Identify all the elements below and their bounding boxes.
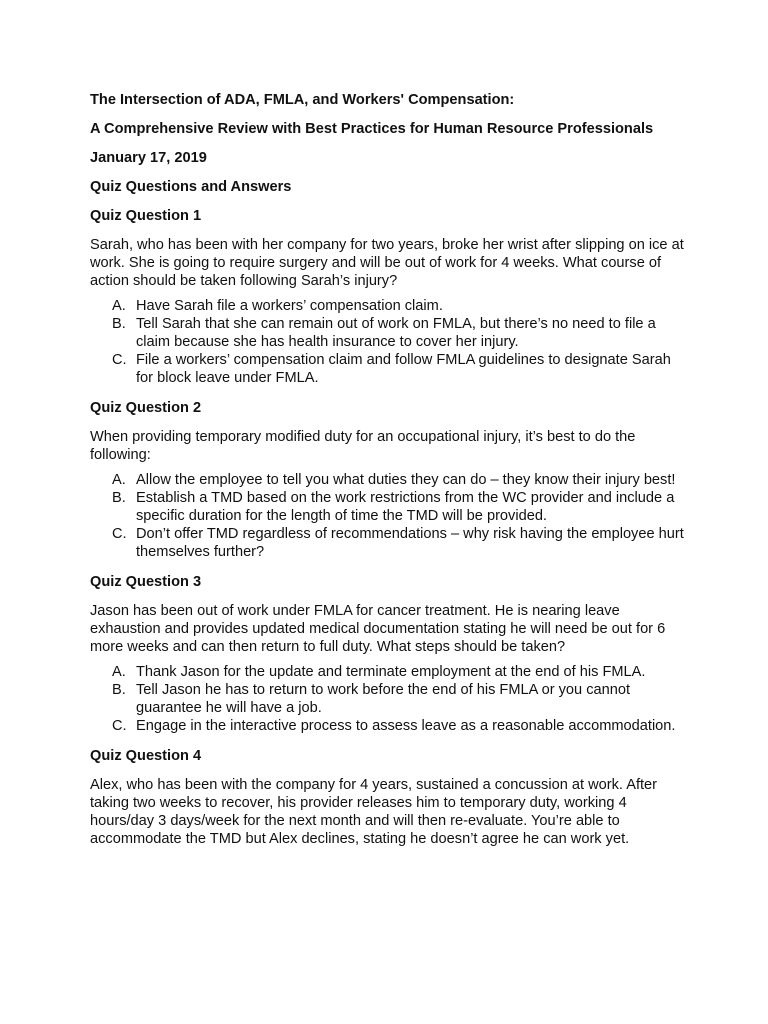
answer-options (90, 297, 690, 387)
answer-option-c (90, 525, 690, 561)
question-text: Alex, who has been with the company for 4 years, sustained a concussion at work. After taking two weeks to recover, his provider releases him to temporary duty, working 4 hours/day 3 days/week for the next month and will then re-evaluate. You’re able to accommodate the TMD but Alex declines, stating he doesn’t agree he can work yet. (90, 777, 658, 847)
answer-option-c (90, 351, 690, 387)
question-heading: Quiz Question 4 (90, 748, 202, 764)
option-letter: C. (112, 352, 127, 368)
option-text: Thank Jason for the update and terminate employment at the end of his FMLA. (136, 664, 646, 680)
option-letter: A. (112, 664, 126, 680)
document-title: The Intersection of ADA, FMLA, and Workers' Compensation: (90, 92, 515, 108)
answer-option-a (90, 297, 690, 315)
question-heading: Quiz Question 3 (90, 574, 202, 590)
answer-option-a (90, 663, 690, 681)
answer-options (90, 663, 690, 735)
answer-options (90, 471, 690, 561)
option-letter: B. (112, 490, 126, 506)
quiz-question-3 (90, 573, 690, 735)
question-text: Jason has been out of work under FMLA for cancer treatment. He is nearing leave exhaustion and provides updated medical documentation stating he will need be out for 6 more weeks and can then return to full duty. What steps should be taken? (90, 603, 666, 655)
option-text: Have Sarah file a workers’ compensation claim. (136, 298, 443, 314)
option-letter: A. (112, 472, 126, 488)
document-subtitle: A Comprehensive Review with Best Practices for Human Resource Professionals (90, 121, 654, 137)
option-letter: C. (112, 718, 127, 734)
document-page (90, 91, 690, 855)
option-text: Allow the employee to tell you what duties they can do – they know their injury best! (136, 472, 676, 488)
quiz-question-4 (90, 747, 690, 848)
option-text: Engage in the interactive process to assess leave as a reasonable accommodation. (136, 718, 676, 734)
answer-option-b (90, 681, 690, 717)
option-text: File a workers’ compensation claim and follow FMLA guidelines to designate Sarah for block leave under FMLA. (136, 352, 671, 386)
option-letter: B. (112, 316, 126, 332)
document-date: January 17, 2019 (90, 150, 207, 166)
answer-option-b (90, 315, 690, 351)
option-text: Tell Sarah that she can remain out of work on FMLA, but there’s no need to file a claim because she has health insurance to cover her injury. (136, 316, 656, 350)
option-text: Tell Jason he has to return to work before the end of his FMLA or you cannot guarantee he will have a job. (136, 682, 631, 716)
option-text: Establish a TMD based on the work restrictions from the WC provider and include a specific duration for the length of time the TMD will be provided. (136, 490, 675, 524)
question-text: When providing temporary modified duty for an occupational injury, it’s best to do the following: (90, 429, 636, 463)
answer-option-a (90, 471, 690, 489)
option-text: Don’t offer TMD regardless of recommendations – why risk having the employee hurt themselves further? (136, 526, 684, 560)
quiz-question-2 (90, 399, 690, 561)
answer-option-b (90, 489, 690, 525)
option-letter: C. (112, 526, 127, 542)
question-text: Sarah, who has been with her company for two years, broke her wrist after slipping on ice at work. She is going to require surgery and will be out of work for 4 weeks. What course of action should be taken following Sarah’s injury? (90, 237, 684, 289)
option-letter: B. (112, 682, 126, 698)
section-heading: Quiz Questions and Answers (90, 179, 292, 195)
quiz-question-1 (90, 207, 690, 387)
answer-option-c (90, 717, 690, 735)
question-heading: Quiz Question 2 (90, 400, 202, 416)
question-heading: Quiz Question 1 (90, 208, 202, 224)
option-letter: A. (112, 298, 126, 314)
